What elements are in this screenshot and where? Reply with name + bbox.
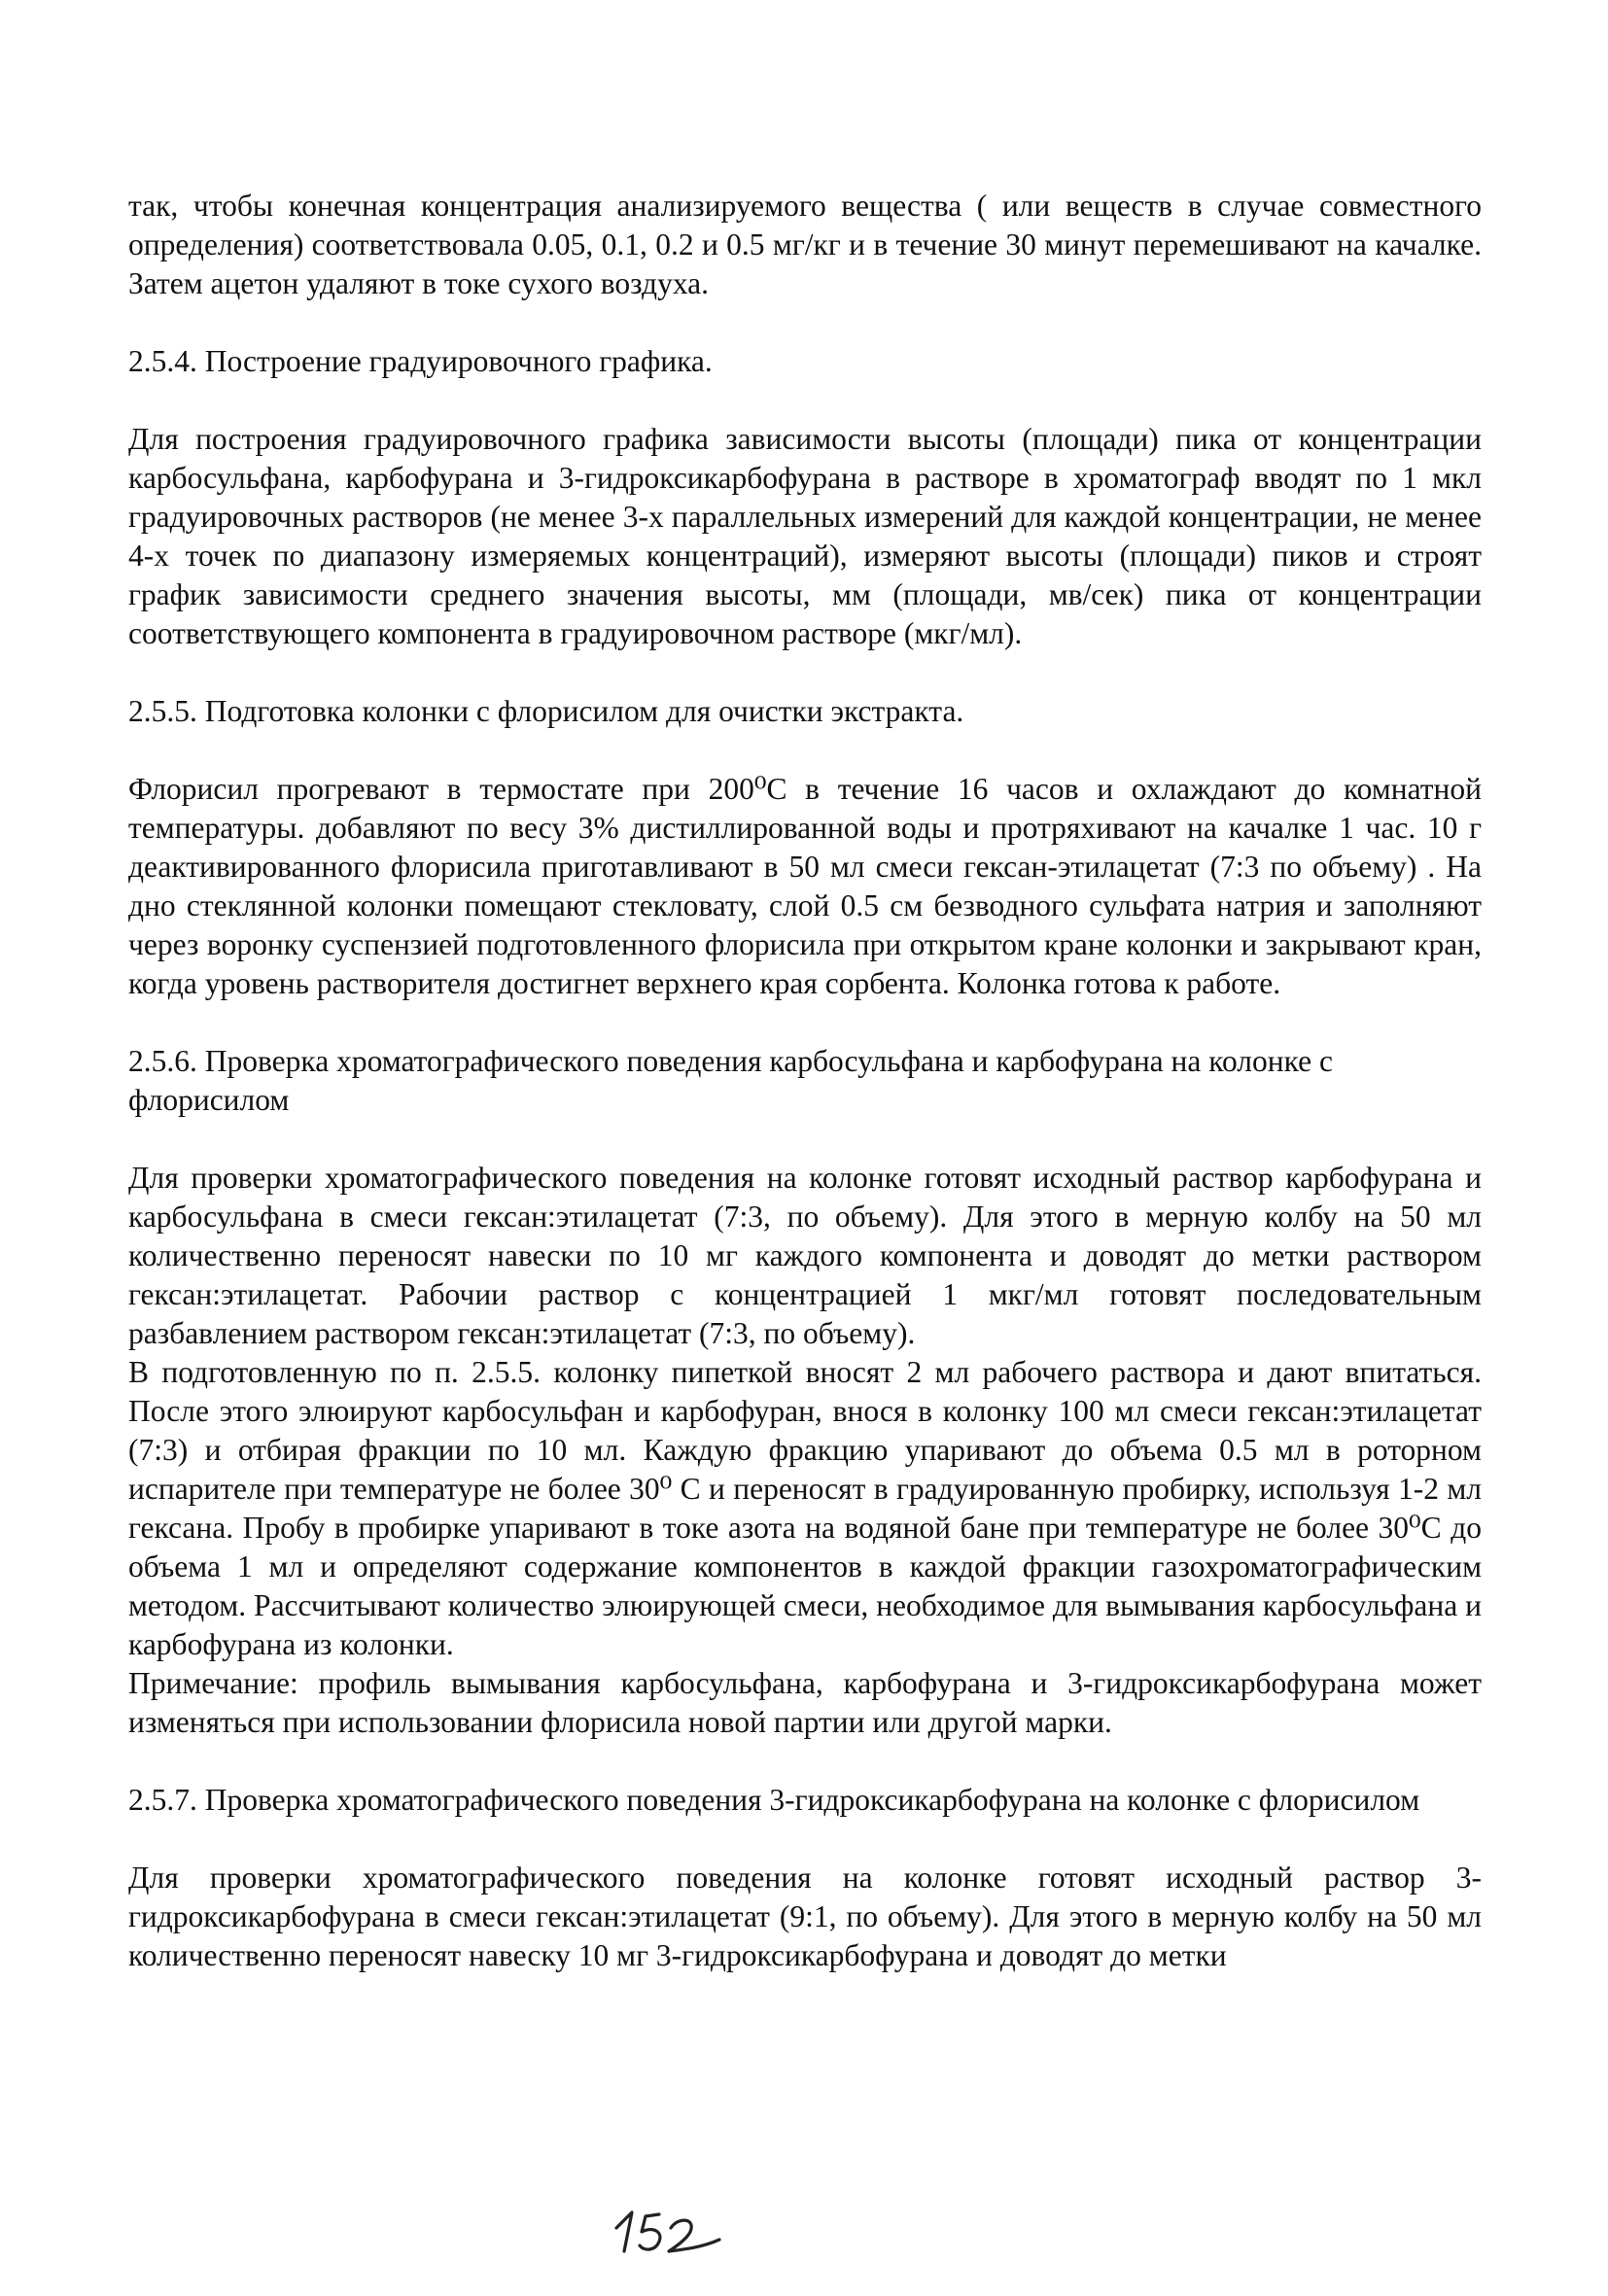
section-heading-2-5-7: 2.5.7. Проверка хроматографического поведения 3-гидроксикарбофурана на колонке с флорисилом: [128, 1783, 1420, 1817]
paragraph-gap: [128, 1120, 1482, 1159]
paragraph-gap: [128, 653, 1482, 692]
paragraph-elution-procedure: В подготовленную по п. 2.5.5. колонку пипеткой вносят 2 мл рабочего раствора и дают впитаться. После этого элюируют карбосульфан и карбофуран, внося в колонку 100 мл смеси гексан:этилацетат (7:3) и отбирая фракции по 10 мл. Каждую фракцию упаривают до объема 0.5 мл в роторном испарителе при температуре не более 30⁰ С и переносят в градуированную пробирку, используя 1-2 мл гексана. Пробу в пробирке упаривают в токе азота на водяной бане при температуре не более 30⁰С до объема 1 мл и определяют содержание компонентов в каждой фракции газохроматографическим методом. Рассчитывают количество элюирующей смеси, необходимое для вымывания карбосульфана и карбофурана из колонки.: [128, 1355, 1482, 1661]
paragraph-calibration-graph: Для построения градуировочного графика зависимости высоты (площади) пика от концентрации карбосульфана, карбофурана и 3-гидроксикарбофурана в растворе в хроматограф вводят по 1 мкл градуировочных растворов (не менее 3-х параллельных измерений для каждой концентрации, не менее 4-х точек по диапазону измеряемых концентраций), измеряют высоты (площади) пиков и строят график зависимости среднего значения высоты, мм (площади, мв/сек) пика от концентрации соответствующего компонента в градуировочном растворе (мкг/мл).: [128, 422, 1482, 650]
section-heading-2-5-6: 2.5.6. Проверка хроматографического поведения карбосульфана и карбофурана на колонке с флорисилом: [128, 1044, 1333, 1117]
paragraph-intro-continuation: так, чтобы конечная концентрация анализируемого вещества ( или веществ в случае совместного определения) соответствовала 0.05, 0.1, 0.2 и 0.5 мг/кг и в течение 30 минут перемешивают на качалке. Затем ацетон удаляют в токе сухого воздуха.: [128, 189, 1482, 300]
paragraph-stock-solution: Для проверки хроматографического поведения на колонке готовят исходный раствор карбофурана и карбосульфана в смеси гексан:этилацетат (7:3, по объему). Для этого в мерную колбу на 50 мл количественно переносят навески по 10 мг каждого компонента и доводят до метки раствором гексан:этилацетат. Рабочии раствор с концентрацией 1 мкг/мл готовят последовательным разбавлением раствором гексан:этилацетат (7:3, по объему).: [128, 1161, 1482, 1350]
handwritten-page-number: [611, 2195, 727, 2263]
paragraph-note: Примечание: профиль вымывания карбосульфана, карбофурана и 3-гидроксикарбофурана может изменяться при использовании флорисила новой партии или другой марки.: [128, 1666, 1482, 1739]
section-heading-2-5-5: 2.5.5. Подготовка колонки с флорисилом для очистки экстракта.: [128, 694, 964, 728]
paragraph-gap: [128, 1003, 1482, 1042]
paragraph-gap: [128, 1820, 1482, 1859]
paragraph-gap: [128, 1742, 1482, 1781]
paragraph-florisil-column: Флорисил прогревают в термостате при 200⁰С в течение 16 часов и охлаждают до комнатной температуры. добавляют по весу 3% дистиллированной воды и протряхивают на качалке 1 час. 10 г деактивированного флорисила приготавливают в 50 мл смеси гексан-этилацетат (7:3 по объему) . На дно стеклянной колонки помещают стекловату, слой 0.5 см безводного сульфата натрия и заполняют через воронку суспензией подготовленного флорисила при открытом кране колонки и закрывают кран, когда уровень растворителя достигнет верхнего края сорбента. Колонка готова к работе.: [128, 772, 1482, 1000]
handwritten-page-number-mark: [611, 2195, 727, 2263]
section-heading-2-5-4: 2.5.4. Построение градуировочного графика.: [128, 344, 713, 378]
paragraph-hydroxycarbofuran-check: Для проверки хроматографического поведения на колонке готовят исходный раствор 3-гидроксикарбофурана в смеси гексан:этилацетат (9:1, по объему). Для этого в мерную колбу на 50 мл количественно переносят навеску 10 мг 3-гидроксикарбофурана и доводят до метки: [128, 1861, 1482, 1972]
paragraph-gap: [128, 731, 1482, 770]
document-body: [128, 187, 1482, 1975]
paragraph-gap: [128, 303, 1482, 342]
paragraph-gap: [128, 381, 1482, 420]
